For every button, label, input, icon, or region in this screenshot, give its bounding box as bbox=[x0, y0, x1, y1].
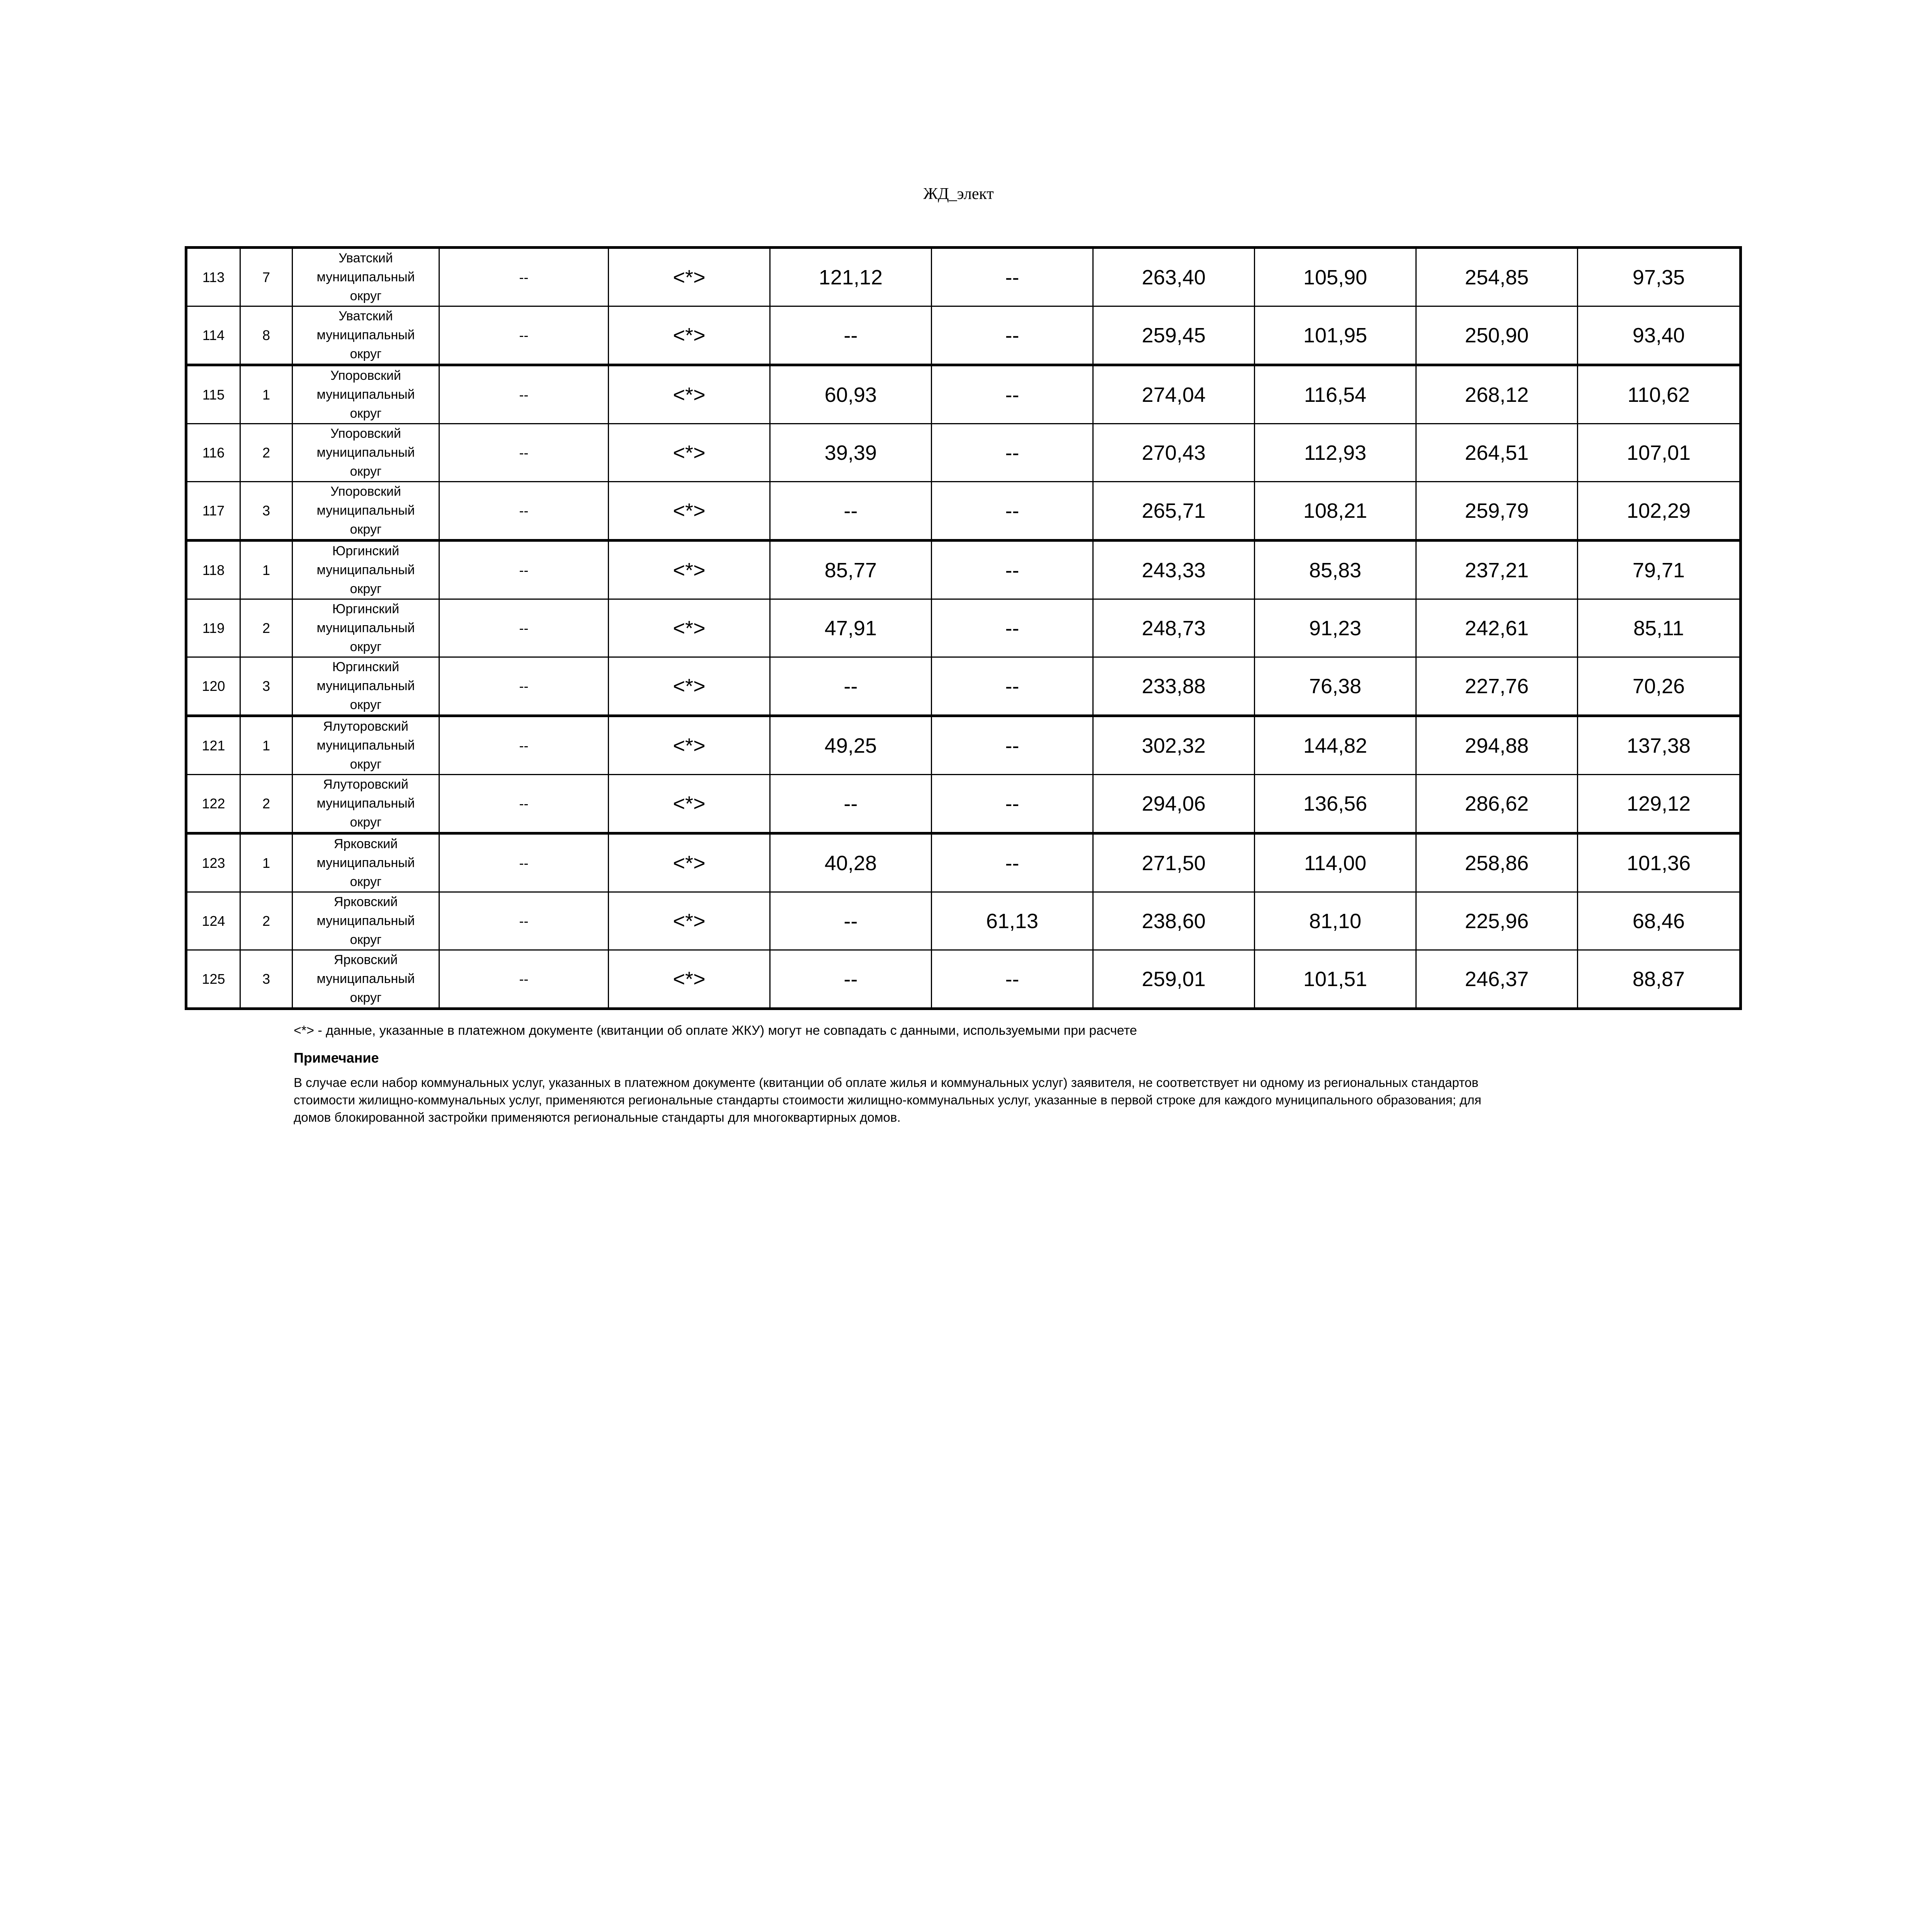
municipality-name-line: муниципальный bbox=[316, 445, 415, 460]
cell-col5: <*> bbox=[609, 599, 770, 657]
note-title: Примечание bbox=[294, 1050, 379, 1066]
cell-col8: 233,88 bbox=[1093, 657, 1255, 716]
municipality-name-line: округ bbox=[350, 874, 382, 889]
row-number: 114 bbox=[186, 306, 240, 365]
municipality-name-line: Упоровский bbox=[330, 426, 401, 441]
cell-col6: 121,12 bbox=[770, 248, 932, 306]
cell-col11: 129,12 bbox=[1578, 775, 1741, 833]
sub-number: 2 bbox=[240, 892, 293, 950]
note-line: домов блокированной застройки применяются региональные стандарты для многоквартирных домов. bbox=[294, 1110, 901, 1124]
cell-col9: 144,82 bbox=[1255, 716, 1416, 775]
row-number: 121 bbox=[186, 716, 240, 775]
table-row bbox=[186, 482, 1741, 541]
municipality-name-line: округ bbox=[350, 289, 382, 303]
table-row bbox=[186, 541, 1741, 599]
municipality-name-line: округ bbox=[350, 757, 382, 772]
cell-col4: -- bbox=[439, 424, 609, 482]
municipality-name-line: Ярковский bbox=[333, 952, 398, 967]
table-row bbox=[186, 599, 1741, 657]
cell-col9: 76,38 bbox=[1255, 657, 1416, 716]
municipality-name-line: округ bbox=[350, 347, 382, 361]
cell-col4: -- bbox=[439, 833, 609, 892]
sub-number: 3 bbox=[240, 657, 293, 716]
cell-col7: -- bbox=[932, 833, 1093, 892]
cell-col5: <*> bbox=[609, 950, 770, 1009]
municipality-name-line: муниципальный bbox=[316, 387, 415, 402]
municipality-name bbox=[293, 482, 439, 541]
municipality-name-line: Уватский bbox=[338, 251, 393, 265]
municipality-name-line: муниципальный bbox=[316, 328, 415, 342]
note-line: В случае если набор коммунальных услуг, указанных в платежном документе (квитанции об оплате жилья и коммунальных услуг) заявителя, не соответствует ни одному из региональных стандартов bbox=[294, 1075, 1479, 1090]
cell-col4: -- bbox=[439, 482, 609, 541]
table-row bbox=[186, 892, 1741, 950]
cell-col9: 91,23 bbox=[1255, 599, 1416, 657]
row-number: 115 bbox=[186, 365, 240, 424]
cell-col10: 250,90 bbox=[1416, 306, 1578, 365]
municipality-name bbox=[293, 306, 439, 365]
cell-col4: -- bbox=[439, 716, 609, 775]
municipality-name-line: округ bbox=[350, 932, 382, 947]
cell-col7: -- bbox=[932, 482, 1093, 541]
cell-col9: 105,90 bbox=[1255, 248, 1416, 306]
note-text bbox=[294, 1074, 1739, 1126]
municipality-name-line: Ялуторовский bbox=[323, 777, 408, 792]
cell-col11: 97,35 bbox=[1578, 248, 1741, 306]
cell-col6: -- bbox=[770, 657, 932, 716]
cell-col8: 263,40 bbox=[1093, 248, 1255, 306]
cell-col4: -- bbox=[439, 950, 609, 1009]
cell-col8: 248,73 bbox=[1093, 599, 1255, 657]
cell-col8: 274,04 bbox=[1093, 365, 1255, 424]
cell-col5: <*> bbox=[609, 892, 770, 950]
municipality-name-line: Уватский bbox=[338, 309, 393, 323]
cell-col10: 246,37 bbox=[1416, 950, 1578, 1009]
table-row bbox=[186, 716, 1741, 775]
cell-col11: 68,46 bbox=[1578, 892, 1741, 950]
table-row bbox=[186, 950, 1741, 1009]
table-row bbox=[186, 365, 1741, 424]
cell-col7: -- bbox=[932, 365, 1093, 424]
cell-col10: 286,62 bbox=[1416, 775, 1578, 833]
municipality-name bbox=[293, 248, 439, 306]
municipality-name-line: округ bbox=[350, 639, 382, 654]
municipality-name bbox=[293, 657, 439, 716]
municipality-name-line: Ялуторовский bbox=[323, 719, 408, 734]
cell-col5: <*> bbox=[609, 833, 770, 892]
municipality-name bbox=[293, 716, 439, 775]
cell-col5: <*> bbox=[609, 775, 770, 833]
cell-col11: 79,71 bbox=[1578, 541, 1741, 599]
cell-col10: 259,79 bbox=[1416, 482, 1578, 541]
notes-section bbox=[294, 1023, 1739, 1126]
municipality-name bbox=[293, 541, 439, 599]
row-number: 113 bbox=[186, 248, 240, 306]
cell-col8: 259,01 bbox=[1093, 950, 1255, 1009]
municipality-name-line: муниципальный bbox=[316, 563, 415, 577]
sub-number: 2 bbox=[240, 599, 293, 657]
note-line: стоимости жилищно-коммунальных услуг, применяются региональные стандарты стоимости жилищно-коммунальных услуг, указанные в первой строке для каждого муниципального образования; для bbox=[294, 1093, 1482, 1107]
cell-col11: 101,36 bbox=[1578, 833, 1741, 892]
cell-col7: -- bbox=[932, 716, 1093, 775]
row-number: 117 bbox=[186, 482, 240, 541]
municipality-name bbox=[293, 424, 439, 482]
cell-col6: 49,25 bbox=[770, 716, 932, 775]
municipality-name-line: Ярковский bbox=[333, 895, 398, 909]
municipality-name-line: муниципальный bbox=[316, 503, 415, 518]
cell-col5: <*> bbox=[609, 482, 770, 541]
cell-col9: 101,51 bbox=[1255, 950, 1416, 1009]
sub-number: 2 bbox=[240, 424, 293, 482]
municipality-name-line: муниципальный bbox=[316, 971, 415, 986]
cell-col4: -- bbox=[439, 365, 609, 424]
cell-col7: -- bbox=[932, 657, 1093, 716]
sub-number: 3 bbox=[240, 950, 293, 1009]
municipality-name-line: муниципальный bbox=[316, 913, 415, 928]
cell-col8: 302,32 bbox=[1093, 716, 1255, 775]
cell-col9: 85,83 bbox=[1255, 541, 1416, 599]
sub-number: 1 bbox=[240, 833, 293, 892]
cell-col11: 110,62 bbox=[1578, 365, 1741, 424]
cell-col5: <*> bbox=[609, 657, 770, 716]
cell-col7: -- bbox=[932, 248, 1093, 306]
cell-col9: 116,54 bbox=[1255, 365, 1416, 424]
municipality-name-line: Юргинский bbox=[332, 602, 400, 616]
municipality-name-line: Юргинский bbox=[332, 660, 400, 674]
municipality-name bbox=[293, 599, 439, 657]
cell-col7: -- bbox=[932, 306, 1093, 365]
cell-col9: 101,95 bbox=[1255, 306, 1416, 365]
cell-col8: 243,33 bbox=[1093, 541, 1255, 599]
cell-col11: 88,87 bbox=[1578, 950, 1741, 1009]
row-number: 124 bbox=[186, 892, 240, 950]
municipality-name bbox=[293, 950, 439, 1009]
table-row bbox=[186, 248, 1741, 306]
municipality-name bbox=[293, 365, 439, 424]
cell-col8: 259,45 bbox=[1093, 306, 1255, 365]
cell-col10: 294,88 bbox=[1416, 716, 1578, 775]
cell-col7: -- bbox=[932, 599, 1093, 657]
sub-number: 1 bbox=[240, 365, 293, 424]
table-row bbox=[186, 775, 1741, 833]
sub-number: 1 bbox=[240, 716, 293, 775]
cell-col10: 264,51 bbox=[1416, 424, 1578, 482]
cell-col9: 108,21 bbox=[1255, 482, 1416, 541]
municipality-name-line: округ bbox=[350, 582, 382, 596]
cell-col4: -- bbox=[439, 775, 609, 833]
cell-col8: 294,06 bbox=[1093, 775, 1255, 833]
table-row bbox=[186, 833, 1741, 892]
cell-col6: -- bbox=[770, 306, 932, 365]
cell-col10: 254,85 bbox=[1416, 248, 1578, 306]
municipality-name-line: муниципальный bbox=[316, 270, 415, 284]
table-row bbox=[186, 424, 1741, 482]
municipality-name-line: округ bbox=[350, 697, 382, 712]
cell-col9: 112,93 bbox=[1255, 424, 1416, 482]
municipality-name bbox=[293, 892, 439, 950]
cell-col6: 39,39 bbox=[770, 424, 932, 482]
municipality-name-line: муниципальный bbox=[316, 679, 415, 693]
municipality-name-line: муниципальный bbox=[316, 738, 415, 753]
cell-col11: 102,29 bbox=[1578, 482, 1741, 541]
row-number: 120 bbox=[186, 657, 240, 716]
municipality-name-line: округ bbox=[350, 522, 382, 537]
cell-col10: 242,61 bbox=[1416, 599, 1578, 657]
sub-number: 2 bbox=[240, 775, 293, 833]
cell-col8: 271,50 bbox=[1093, 833, 1255, 892]
cell-col6: 40,28 bbox=[770, 833, 932, 892]
cell-col11: 137,38 bbox=[1578, 716, 1741, 775]
cell-col6: -- bbox=[770, 950, 932, 1009]
municipality-name-line: округ bbox=[350, 464, 382, 479]
tariff-table bbox=[185, 246, 1742, 1010]
row-number: 119 bbox=[186, 599, 240, 657]
cell-col5: <*> bbox=[609, 424, 770, 482]
cell-col8: 238,60 bbox=[1093, 892, 1255, 950]
cell-col5: <*> bbox=[609, 541, 770, 599]
cell-col10: 225,96 bbox=[1416, 892, 1578, 950]
cell-col4: -- bbox=[439, 541, 609, 599]
cell-col6: 85,77 bbox=[770, 541, 932, 599]
sub-number: 8 bbox=[240, 306, 293, 365]
municipality-name bbox=[293, 833, 439, 892]
row-number: 122 bbox=[186, 775, 240, 833]
municipality-name-line: Юргинский bbox=[332, 544, 400, 558]
cell-col11: 93,40 bbox=[1578, 306, 1741, 365]
municipality-name-line: округ bbox=[350, 406, 382, 421]
table-row bbox=[186, 657, 1741, 716]
table-row bbox=[186, 306, 1741, 365]
municipality-name-line: Упоровский bbox=[330, 368, 401, 383]
cell-col9: 136,56 bbox=[1255, 775, 1416, 833]
municipality-name-line: муниципальный bbox=[316, 621, 415, 635]
sub-number: 7 bbox=[240, 248, 293, 306]
row-number: 125 bbox=[186, 950, 240, 1009]
cell-col6: 60,93 bbox=[770, 365, 932, 424]
cell-col4: -- bbox=[439, 892, 609, 950]
cell-col7: -- bbox=[932, 775, 1093, 833]
footnote: <*> - данные, указанные в платежном документе (квитанции об оплате ЖКУ) могут не совпадать с данными, используемыми при расчете bbox=[294, 1023, 1137, 1038]
municipality-name-line: муниципальный bbox=[316, 855, 415, 870]
municipality-name bbox=[293, 775, 439, 833]
cell-col9: 114,00 bbox=[1255, 833, 1416, 892]
cell-col10: 258,86 bbox=[1416, 833, 1578, 892]
cell-col10: 268,12 bbox=[1416, 365, 1578, 424]
cell-col4: -- bbox=[439, 657, 609, 716]
sub-number: 1 bbox=[240, 541, 293, 599]
cell-col11: 107,01 bbox=[1578, 424, 1741, 482]
cell-col7: -- bbox=[932, 950, 1093, 1009]
page-header: ЖД_элект bbox=[923, 185, 994, 203]
cell-col8: 265,71 bbox=[1093, 482, 1255, 541]
cell-col11: 70,26 bbox=[1578, 657, 1741, 716]
sub-number: 3 bbox=[240, 482, 293, 541]
municipality-name-line: округ bbox=[350, 815, 382, 830]
cell-col8: 270,43 bbox=[1093, 424, 1255, 482]
cell-col5: <*> bbox=[609, 306, 770, 365]
cell-col10: 227,76 bbox=[1416, 657, 1578, 716]
cell-col4: -- bbox=[439, 306, 609, 365]
municipality-name-line: Ярковский bbox=[333, 837, 398, 851]
cell-col5: <*> bbox=[609, 716, 770, 775]
cell-col11: 85,11 bbox=[1578, 599, 1741, 657]
municipality-name-line: муниципальный bbox=[316, 796, 415, 811]
cell-col6: 47,91 bbox=[770, 599, 932, 657]
cell-col6: -- bbox=[770, 892, 932, 950]
cell-col4: -- bbox=[439, 248, 609, 306]
cell-col9: 81,10 bbox=[1255, 892, 1416, 950]
cell-col5: <*> bbox=[609, 248, 770, 306]
cell-col4: -- bbox=[439, 599, 609, 657]
cell-col6: -- bbox=[770, 775, 932, 833]
municipality-name-line: Упоровский bbox=[330, 484, 401, 499]
row-number: 123 bbox=[186, 833, 240, 892]
municipality-name-line: округ bbox=[350, 990, 382, 1005]
row-number: 118 bbox=[186, 541, 240, 599]
cell-col7: -- bbox=[932, 541, 1093, 599]
row-number: 116 bbox=[186, 424, 240, 482]
cell-col7: 61,13 bbox=[932, 892, 1093, 950]
cell-col6: -- bbox=[770, 482, 932, 541]
cell-col10: 237,21 bbox=[1416, 541, 1578, 599]
cell-col5: <*> bbox=[609, 365, 770, 424]
cell-col7: -- bbox=[932, 424, 1093, 482]
